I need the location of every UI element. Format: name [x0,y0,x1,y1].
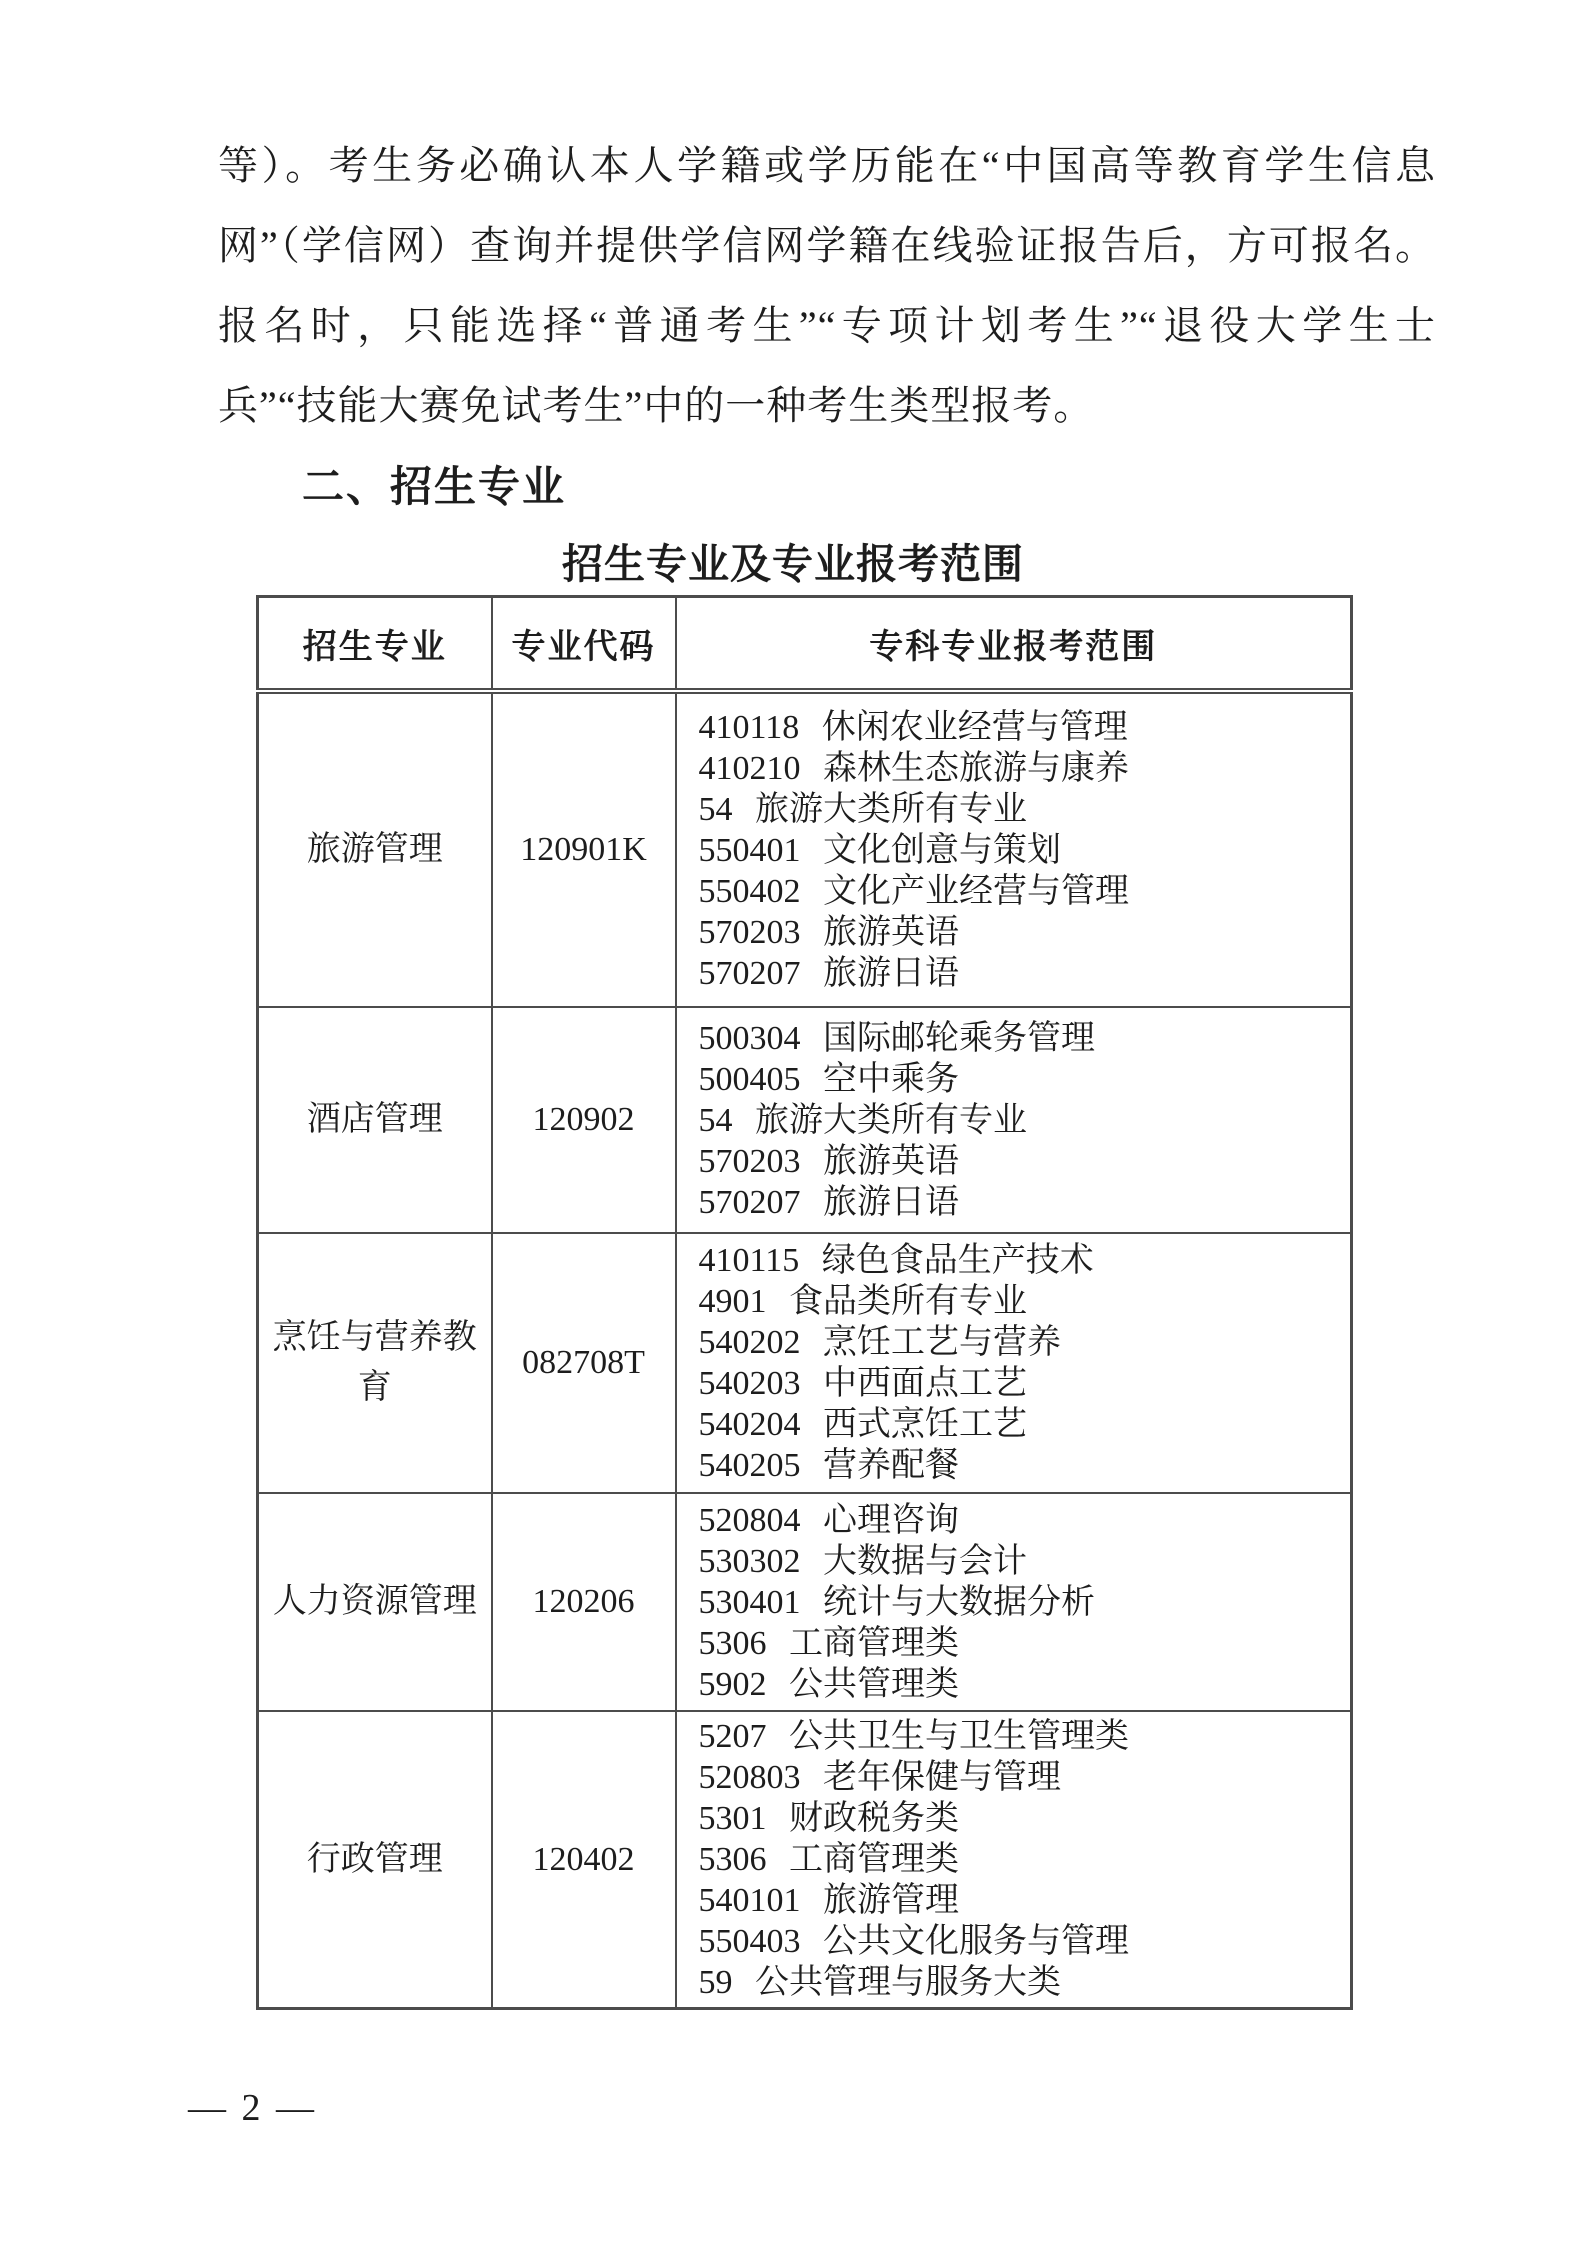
table-row [258,691,1352,1007]
scope-line: 4901 食品类所有专业 [698,1283,1027,1320]
major-code-cell: 120901K [492,691,676,1007]
scope-line: 570203 旅游英语 [698,1142,959,1180]
scope-line: 540101 旅游管理 [698,1882,959,1919]
scope-line: 570203 旅游英语 [698,913,959,951]
scope-line: 59 公共管理与服务大类 [698,1964,1061,2001]
scope-line: 5301 财政税务类 [698,1800,959,1837]
major-code-cell: 120902 [492,1007,676,1233]
scope-line: 540203 中西面点工艺 [698,1365,1027,1402]
scope-line: 550402 文化产业经营与管理 [698,872,1129,910]
scope-line: 520803 老年保健与管理 [698,1759,1061,1796]
table-row [258,1493,1352,1711]
scope-line: 570207 旅游日语 [698,954,959,992]
scope-cell [676,1711,1352,2009]
scope-cell [676,1233,1352,1493]
paragraph-line: 网”（学信网）查询并提供学信网学籍在线验证报告后，方可报名。 [218,223,1436,268]
scope-line: 550403 公共文化服务与管理 [698,1923,1129,1960]
scope-cell [676,1493,1352,1711]
page-number: — 2 — [188,2087,317,2129]
col-header-code: 专业代码 [492,597,676,692]
major-name-cell: 旅游管理 [258,691,492,1007]
scope-cell [676,691,1352,1007]
major-name-cell: 人力资源管理 [258,1493,492,1711]
scope-line: 54 旅游大类所有专业 [698,790,1027,828]
table-row [258,1711,1352,2009]
major-name-cell: 酒店管理 [258,1007,492,1233]
scope-line: 5306 工商管理类 [698,1841,959,1878]
scope-line: 410210 森林生态旅游与康养 [698,749,1129,787]
paragraph-line: 报名时，只能选择“普通考生”“专项计划考生”“退役大学生士 [218,303,1436,348]
scope-line: 500405 空中乘务 [698,1060,959,1098]
major-code-cell: 120402 [492,1711,676,2009]
col-header-major: 招生专业 [258,597,492,692]
paragraph-line: 兵”“技能大赛免试考生”中的一种考生类型报考。 [218,383,1095,428]
header-row [258,597,1352,692]
major-name-cell: 烹饪与营养教育 [258,1233,492,1493]
table-title: 招生专业及专业报考范围 [562,541,1024,587]
body-paragraph [218,126,1436,446]
major-code-cell: 120206 [492,1493,676,1711]
scope-line: 5306 工商管理类 [698,1624,959,1662]
scope-line: 5902 公共管理类 [698,1665,959,1703]
scope-line: 570207 旅游日语 [698,1183,959,1221]
table-row [258,1007,1352,1233]
scope-line: 550401 文化创意与策划 [698,831,1061,869]
scope-line: 500304 国际邮轮乘务管理 [698,1019,1095,1057]
scope-line: 530302 大数据与会计 [698,1542,1027,1580]
major-name-cell: 行政管理 [258,1711,492,2009]
table-row [258,1233,1352,1493]
scope-line: 530401 统计与大数据分析 [698,1583,1095,1621]
paragraph-line: 等）。考生务必确认本人学籍或学历能在“中国高等教育学生信息 [218,143,1436,188]
scope-cell [676,1007,1352,1233]
scope-line: 410115 绿色食品生产技术 [698,1242,1094,1279]
scope-line: 540202 烹饪工艺与营养 [698,1324,1061,1361]
section-heading: 二、招生专业 [302,465,567,511]
scope-line: 520804 心理咨询 [698,1501,959,1539]
majors-table [256,595,1353,2010]
scope-line: 5207 公共卫生与卫生管理类 [698,1718,1129,1755]
table-header [258,597,1352,692]
major-code-cell: 082708T [492,1233,676,1493]
scope-line: 540204 西式烹饪工艺 [698,1406,1027,1443]
col-header-scope: 专科专业报考范围 [676,597,1352,692]
scope-line: 540205 营养配餐 [698,1447,959,1484]
scope-line: 54 旅游大类所有专业 [698,1101,1027,1139]
scope-line: 410118 休闲农业经营与管理 [698,708,1128,746]
